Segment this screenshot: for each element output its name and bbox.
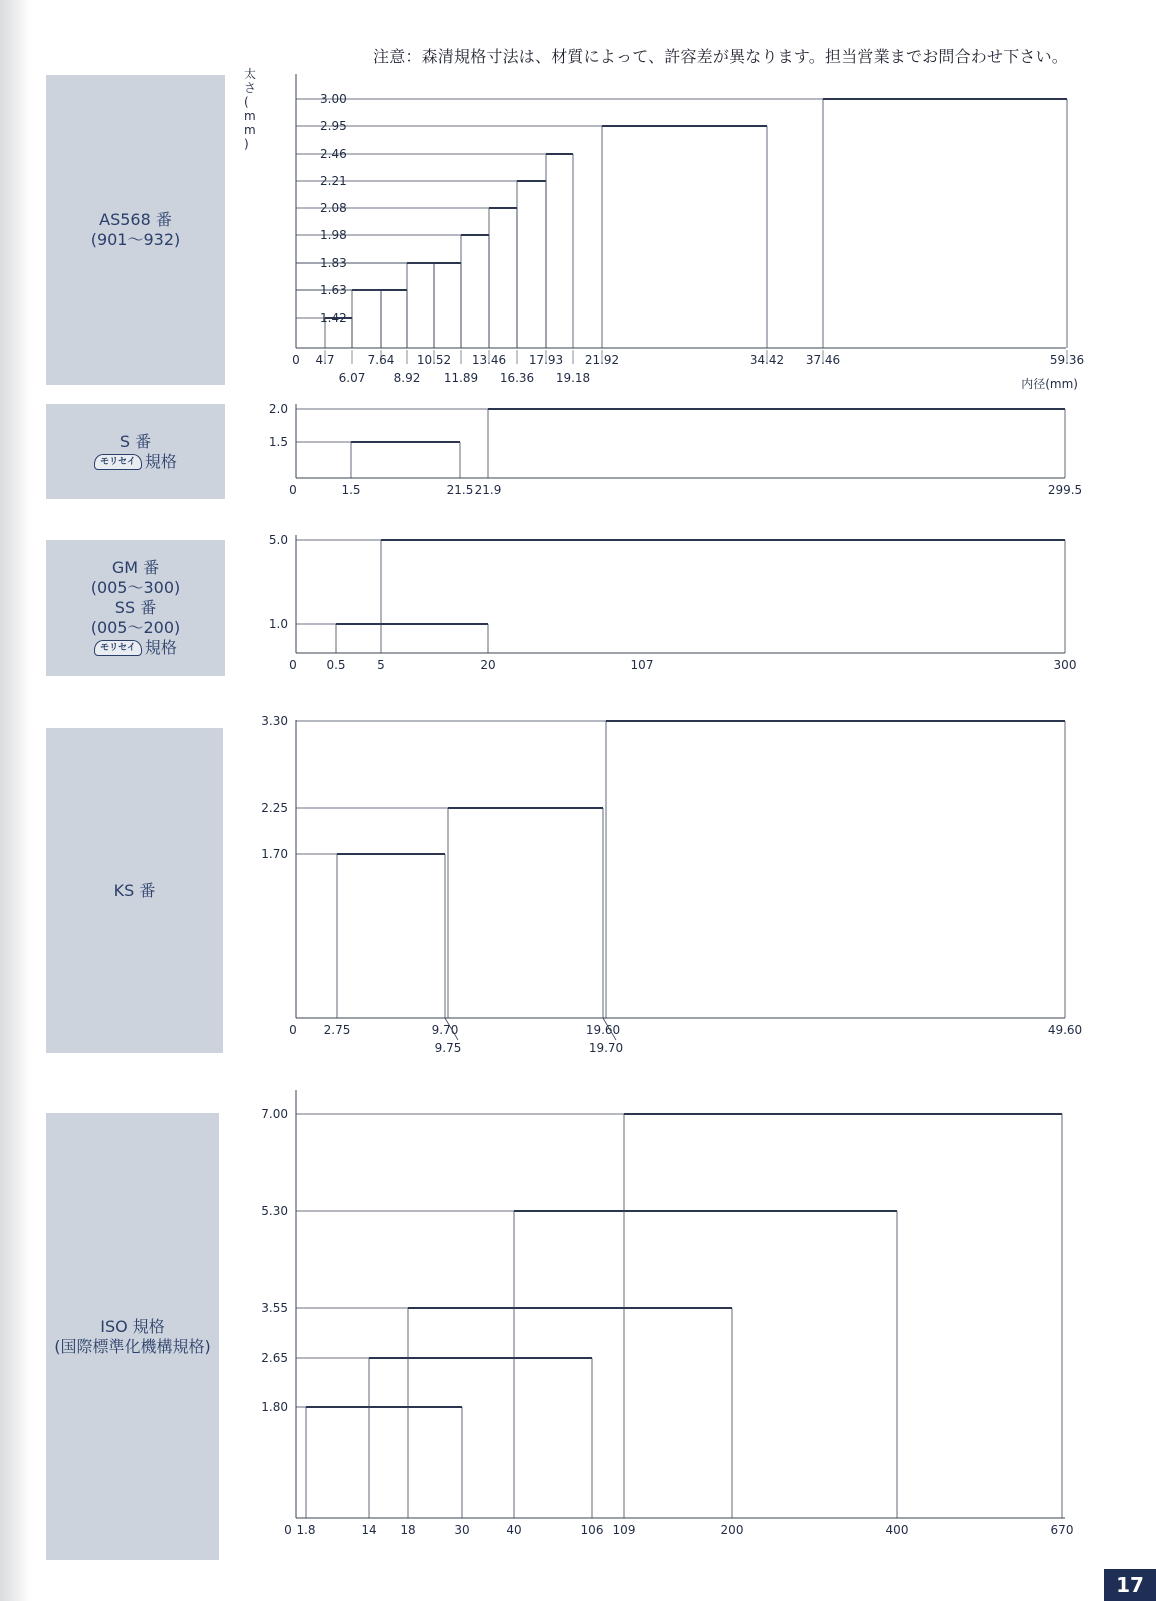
- x-tick-label: 300: [1053, 658, 1077, 672]
- x-tick-label: 13.46: [471, 353, 507, 367]
- y-tick-label: 1.5: [268, 435, 288, 449]
- y-tick-label: 2.65: [261, 1351, 288, 1365]
- x-tick-label: 37.46: [805, 353, 841, 367]
- y-tick-label: 1.0: [268, 617, 288, 631]
- section-label-line: [94, 452, 177, 472]
- section-label-text: SS 番: [114, 598, 157, 617]
- y-tick-label: 5.30: [261, 1204, 288, 1218]
- x-tick-label: 0: [289, 1023, 297, 1037]
- section-label-line: [54, 1337, 211, 1357]
- x-tick-label: 30: [454, 1523, 470, 1537]
- x-tick-label: 2.75: [323, 1023, 351, 1037]
- x-tick-label: 34.42: [749, 353, 785, 367]
- x-tick-label: 400: [885, 1523, 909, 1537]
- section-label-line: [99, 210, 172, 230]
- x-tick-label: 19.18: [555, 371, 591, 385]
- x-tick-label: 17.93: [528, 353, 564, 367]
- x-tick-label: 0: [289, 658, 297, 672]
- x-tick-label: 5: [377, 658, 385, 672]
- x-axis-label: 内径(mm): [1021, 377, 1078, 391]
- x-tick-label: 10.52: [416, 353, 452, 367]
- section-label-line: [115, 598, 156, 618]
- section-label-text: AS568 番: [99, 210, 172, 229]
- x-tick-label: 21.92: [584, 353, 620, 367]
- x-tick-label: 9.70: [431, 1023, 459, 1037]
- x-tick-label: 21.9: [474, 483, 502, 497]
- y-tick-label: 2.95: [320, 119, 347, 133]
- y-tick-label: 1.42: [320, 311, 347, 325]
- section-label-text: (国際標準化機構規格): [54, 1336, 211, 1356]
- page-gutter-shadow: [0, 0, 30, 1601]
- x-tick-label: 59.36: [1049, 353, 1085, 367]
- y-tick-label: 2.46: [320, 147, 347, 161]
- section-label-as568: [46, 75, 225, 385]
- section-label-iso: [46, 1113, 219, 1560]
- x-tick-label: 16.36: [499, 371, 535, 385]
- x-tick-label: 1.5: [341, 483, 361, 497]
- x-tick-label: 299.5: [1047, 483, 1083, 497]
- section-label-text: (005～300): [90, 578, 181, 597]
- section-label-text: 規格: [144, 451, 177, 471]
- section-label-line: [114, 881, 156, 901]
- section-label-line: [91, 578, 181, 598]
- brand-logo-icon: モリセイ: [94, 640, 142, 656]
- section-label-text: S 番: [119, 431, 152, 451]
- y-tick-label: 2.25: [261, 801, 288, 815]
- x-tick-label: 21.5: [446, 483, 474, 497]
- x-tick-label: 200: [720, 1523, 744, 1537]
- section-label-gm-ss: [46, 540, 225, 676]
- y-tick-label: 1.98: [320, 228, 347, 242]
- x-tick-label: 8.92: [393, 371, 421, 385]
- y-axis-label: 太さ( m m ): [244, 67, 257, 151]
- x-tick-label: 19.60: [585, 1023, 621, 1037]
- gm-ss-dimension-chart: [240, 535, 1120, 685]
- section-label-text: KS 番: [113, 880, 156, 900]
- y-tick-label: 3.30: [261, 714, 288, 728]
- y-tick-label: 7.00: [261, 1107, 288, 1121]
- x-tick-label: 14: [361, 1523, 377, 1537]
- x-tick-label: 670: [1050, 1523, 1074, 1537]
- y-tick-label: 2.08: [320, 201, 347, 215]
- section-label-line: [91, 618, 181, 638]
- y-tick-label: 2.21: [320, 174, 347, 188]
- y-tick-label: 3.55: [261, 1301, 288, 1315]
- notice-text: 注意：森清規格寸法は、材質によって、許容差が異なります。担当営業までお問合わせ下さい。: [373, 47, 1069, 66]
- section-label-line: [100, 1317, 165, 1337]
- ks-dimension-chart: [240, 714, 1120, 1065]
- section-label-text: (901～932): [90, 230, 181, 249]
- section-label-line: [94, 638, 177, 658]
- section-label-line: [91, 230, 181, 250]
- y-tick-label: 1.80: [261, 1400, 288, 1414]
- y-tick-label: 5.0: [268, 533, 288, 547]
- x-tick-label: 0.5: [326, 658, 346, 672]
- x-tick-label: 107: [630, 658, 654, 672]
- section-label-text: GM 番: [111, 558, 160, 577]
- x-tick-label: 49.60: [1047, 1023, 1083, 1037]
- y-tick-label: 2.0: [268, 402, 288, 416]
- section-label-text: 規格: [144, 638, 177, 657]
- x-tick-label: 20: [480, 658, 496, 672]
- section-label-text: ISO 規格: [100, 1316, 165, 1336]
- x-tick-label: 18: [400, 1523, 416, 1537]
- x-tick-label: 9.75: [434, 1041, 462, 1055]
- x-tick-label: 7.64: [367, 353, 395, 367]
- x-tick-label: 106: [580, 1523, 604, 1537]
- y-tick-label: 1.63: [320, 283, 347, 297]
- section-label-line: [112, 558, 159, 578]
- s-dimension-chart: [240, 400, 1120, 510]
- iso-dimension-chart: [240, 1100, 1120, 1570]
- page-number: 17: [1104, 1569, 1156, 1601]
- as568-dimension-chart: [240, 67, 1120, 400]
- brand-logo-icon: モリセイ: [94, 454, 142, 470]
- x-tick-label: 4.7: [315, 353, 335, 367]
- y-tick-label: 1.70: [261, 847, 288, 861]
- y-tick-label: 1.83: [320, 256, 347, 270]
- x-tick-label: 0: [284, 1523, 292, 1537]
- x-tick-label: 11.89: [443, 371, 479, 385]
- y-tick-label: 3.00: [320, 92, 347, 106]
- x-tick-label: 0: [289, 483, 297, 497]
- x-tick-label: 109: [612, 1523, 636, 1537]
- section-label-text: (005～200): [90, 618, 181, 637]
- section-label-line: [120, 432, 151, 452]
- section-label-ks: [46, 728, 223, 1053]
- section-label-s: [46, 404, 225, 499]
- x-tick-label: 19.70: [588, 1041, 624, 1055]
- x-tick-label: 6.07: [338, 371, 366, 385]
- x-tick-label: 40: [506, 1523, 522, 1537]
- x-tick-label: 0: [292, 353, 300, 367]
- x-tick-label: 1.8: [296, 1523, 316, 1537]
